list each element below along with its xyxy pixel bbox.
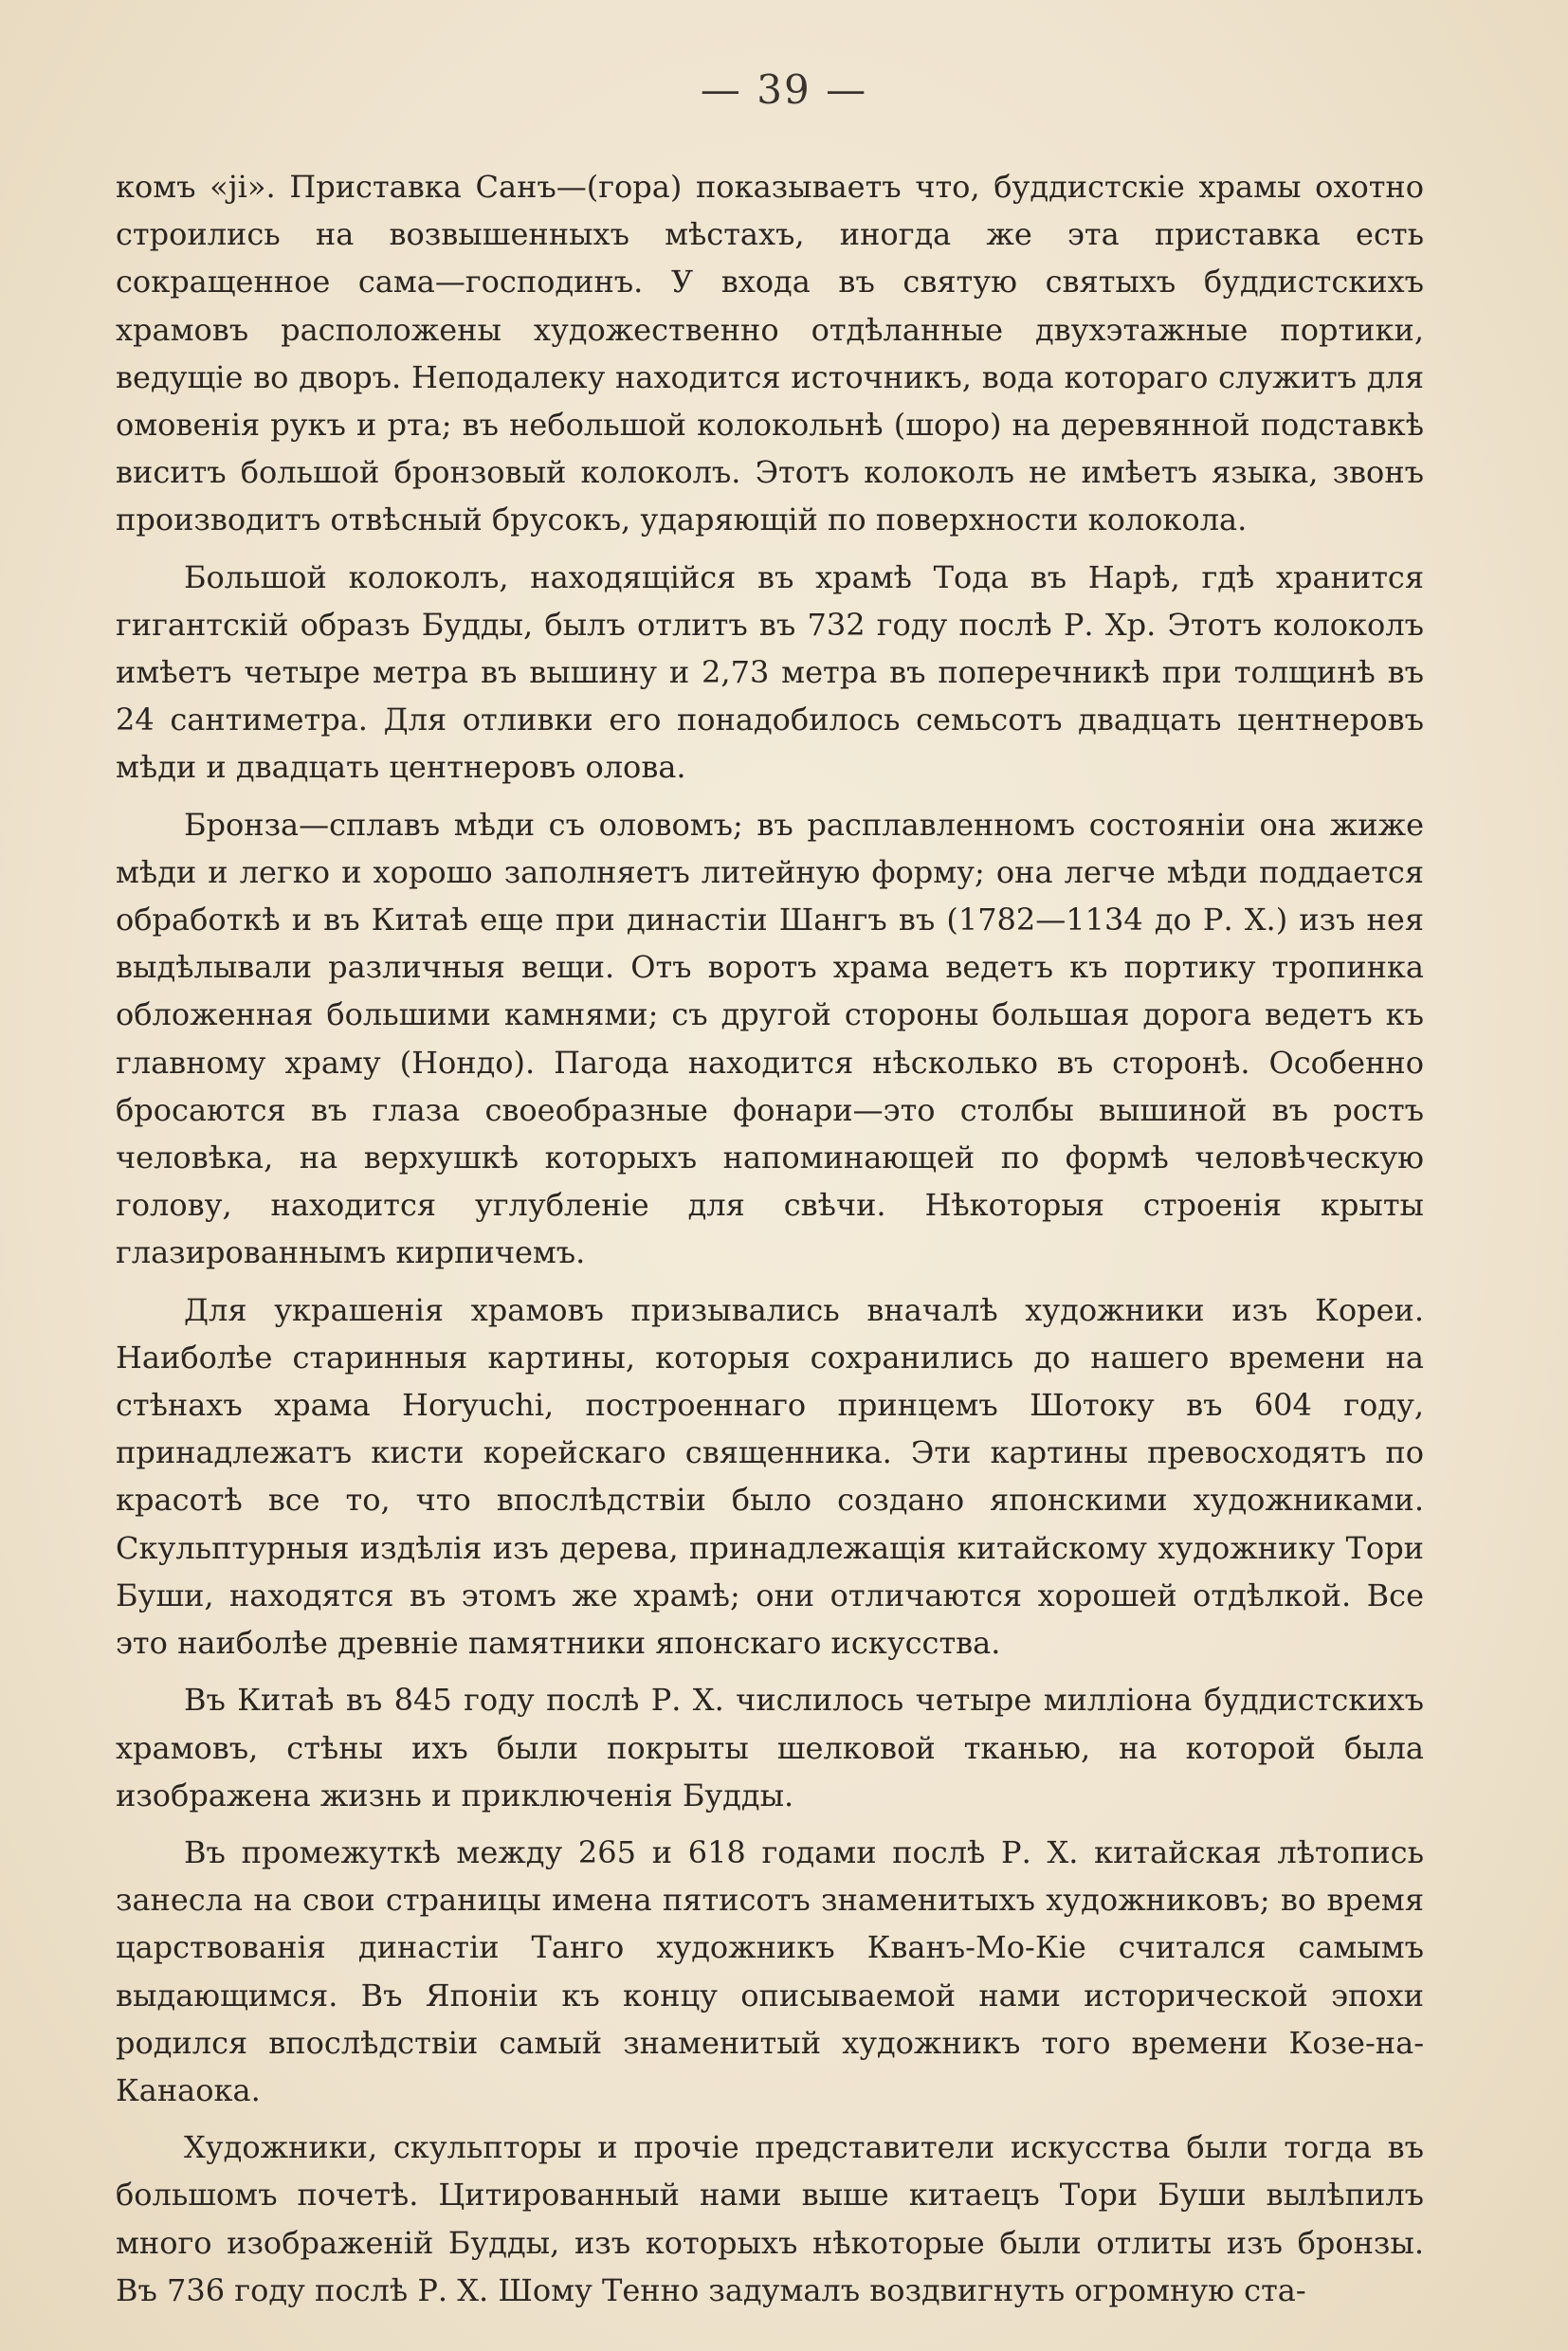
- paragraph-2: Большой колоколъ, находящiйся въ храмѣ Тода въ Нарѣ, гдѣ хранится гигантскiй образъ Будды, былъ отлитъ въ 732 году послѣ Р. Хр. Этотъ колоколъ имѣетъ четыре метра въ вышину и 2,73 метра въ поперечникѣ при толщинѣ въ 24 сантиметра. Для отливки его понадобилось семьсотъ двадцать центнеровъ мѣди и двадцать центнеровъ олова.: [116, 558, 1424, 786]
- paragraph-4: Для украшенiя храмовъ призывались вначалѣ художники изъ Кореи. Наиболѣе старинныя картины, которыя сохранились до нашего времени на стѣнахъ храма Horyuchi, построеннаго принцемъ Шотоку въ 604 году, принадлежатъ кисти корейскаго священника. Эти картины превосходятъ по красотѣ все то, что впослѣдствiи было создано японскими художниками. Скульптурныя издѣлiя изъ дерева, принадлежащiя китайскому художнику Тори Буши, находятся въ этомъ же храмѣ; они отличаются хорошей отдѣлкой. Все это наиболѣе древнiе памятники японскаго искусства.: [116, 1291, 1424, 1662]
- page-number: — 39 —: [700, 66, 868, 113]
- body-text: [116, 163, 1424, 2324]
- paragraph-7: Художники, скульпторы и прочiе представители искусства были тогда въ большомъ почетѣ. Цитированный нами выше китаецъ Тори Буши вылѣпилъ много изображенiй Будды, изъ которыхъ нѣкоторые были отлиты изъ бронзы. Въ 736 году послѣ Р. Х. Шому Тенно задумалъ воздвигнуть огромную ста-: [116, 2129, 1424, 2308]
- paragraph-3: Бронза—сплавъ мѣди съ оловомъ; въ расплавленномъ состоянiи она жиже мѣди и легко и хорошо заполняетъ литейную форму; она легче мѣди поддается обработкѣ и въ Китаѣ еще при династiи Шангъ въ (1782—1134 до Р. Х.) изъ нея выдѣлывали различныя вещи. Отъ воротъ храма ведетъ къ портику тропинка обложенная большими камнями; съ другой стороны большая дорога ведетъ къ главному храму (Нондо). Пагода находится нѣсколько въ сторонѣ. Особенно бросаются въ глаза своеобразные фонари—это столбы вышиной въ ростъ человѣка, на верхушкѣ которыхъ напоминающей по формѣ человѣческую голову, находится углубленiе для свѣчи. Нѣкоторыя строенiя крыты глазированнымъ кирпичемъ.: [116, 806, 1424, 1271]
- paragraph-6: Въ промежуткѣ между 265 и 618 годами послѣ Р. Х. китайская лѣтопись занесла на свои страницы имена пятисотъ знаменитыхъ художниковъ; во время царствованiя династiи Танго художникъ Кванъ-Мо-Кiе считался самымъ выдающимся. Въ Японiи къ концу описываемой нами исторической эпохи родился впослѣдствiи самый знаменитый художникъ того времени Козе-на-Канаока.: [116, 1833, 1424, 2108]
- paragraph-5: Въ Китаѣ въ 845 году послѣ Р. Х. числилось четыре миллiона буддистскихъ храмовъ, стѣны ихъ были покрыты шелковой тканью, на которой была изображена жизнь и приключенiя Будды.: [116, 1682, 1424, 1813]
- paragraph-1: комъ «ji». Приставка Санъ—(гора) показываетъ что, буддистскiе храмы охотно строились на возвышенныхъ мѣстахъ, иногда же эта приставка есть сокращенное сама—господинъ. У входа въ святую святыхъ буддистскихъ храмовъ расположены художественно отдѣланные двухэтажные портики, ведущiе во дворъ. Неподалеку находится источникъ, вода котораго служитъ для омовенiя рукъ и рта; въ небольшой колокольнѣ (шоро) на деревянной подставкѣ виситъ большой бронзовый колоколъ. Этотъ колоколъ не имѣетъ языка, звонъ производитъ отвѣсный брусокъ, ударяющiй по поверхности колокола.: [116, 169, 1424, 538]
